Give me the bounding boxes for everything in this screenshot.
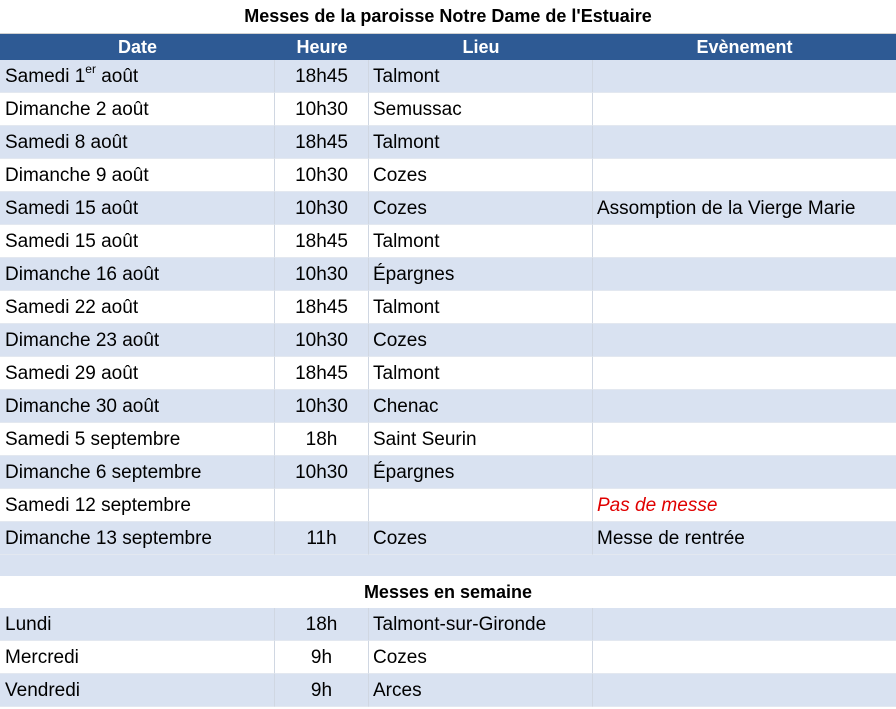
cell-jour[interactable]: Mercredi	[0, 641, 275, 674]
cell-date[interactable]	[0, 60, 275, 93]
cell-lieu[interactable]: Cozes	[369, 159, 593, 192]
table-row	[0, 324, 896, 357]
cell-evenement[interactable]	[593, 674, 896, 707]
table-row	[0, 423, 896, 456]
table-row	[0, 489, 896, 522]
cell-date[interactable]: Dimanche 16 août	[0, 258, 275, 291]
table-row	[0, 357, 896, 390]
cell-evenement[interactable]	[593, 60, 896, 93]
cell-evenement[interactable]: Messe de rentrée	[593, 522, 896, 555]
mass-schedule-rows	[0, 60, 896, 555]
section-spacer	[0, 555, 896, 576]
cell-heure[interactable]: 10h30	[275, 159, 369, 192]
table-row	[0, 159, 896, 192]
cell-lieu[interactable]: Talmont	[369, 225, 593, 258]
weekday-section-title: Messes en semaine	[0, 576, 896, 608]
cell-heure[interactable]: 9h	[275, 641, 369, 674]
cell-date[interactable]: Dimanche 6 septembre	[0, 456, 275, 489]
cell-jour[interactable]: Vendredi	[0, 674, 275, 707]
cell-heure[interactable]: 18h45	[275, 60, 369, 93]
cell-lieu[interactable]: Talmont-sur-Gironde	[369, 608, 593, 641]
cell-date[interactable]: Samedi 12 septembre	[0, 489, 275, 522]
cell-lieu[interactable]: Talmont	[369, 126, 593, 159]
header-heure: Heure	[296, 37, 348, 57]
cell-date[interactable]: Samedi 15 août	[0, 192, 275, 225]
table-row	[0, 674, 896, 707]
cell-heure[interactable]: 10h30	[275, 324, 369, 357]
table-row	[0, 93, 896, 126]
table-row	[0, 456, 896, 489]
cell-lieu[interactable]: Cozes	[369, 192, 593, 225]
table-row	[0, 225, 896, 258]
header-date: Date	[117, 37, 157, 57]
cell-lieu[interactable]: Cozes	[369, 522, 593, 555]
weekday-schedule-rows	[0, 608, 896, 707]
cell-evenement-no-mass[interactable]: Pas de messe	[593, 489, 896, 522]
cell-lieu[interactable]: Épargnes	[369, 258, 593, 291]
cell-heure[interactable]: 11h	[275, 522, 369, 555]
cell-evenement[interactable]	[593, 159, 896, 192]
cell-evenement[interactable]	[593, 258, 896, 291]
table-row	[0, 60, 896, 93]
cell-heure[interactable]: 9h	[275, 674, 369, 707]
header-lieu: Lieu	[462, 37, 500, 57]
cell-evenement[interactable]	[593, 126, 896, 159]
table-row	[0, 641, 896, 674]
cell-lieu[interactable]: Cozes	[369, 324, 593, 357]
cell-lieu[interactable]	[369, 489, 593, 522]
cell-heure[interactable]	[275, 489, 369, 522]
header-evenement: Evènement	[696, 37, 793, 57]
table-row	[0, 608, 896, 641]
cell-heure[interactable]: 10h30	[275, 258, 369, 291]
header-row	[0, 34, 896, 60]
cell-date[interactable]: Dimanche 30 août	[0, 390, 275, 423]
cell-evenement[interactable]	[593, 93, 896, 126]
cell-date[interactable]: Samedi 8 août	[0, 126, 275, 159]
cell-heure[interactable]: 18h	[275, 608, 369, 641]
cell-lieu[interactable]: Talmont	[369, 60, 593, 93]
cell-heure[interactable]: 18h45	[275, 357, 369, 390]
table-row	[0, 258, 896, 291]
cell-heure[interactable]: 10h30	[275, 456, 369, 489]
cell-date[interactable]: Samedi 15 août	[0, 225, 275, 258]
cell-date[interactable]: Samedi 22 août	[0, 291, 275, 324]
cell-evenement[interactable]	[593, 357, 896, 390]
cell-heure[interactable]: 18h45	[275, 225, 369, 258]
cell-evenement[interactable]	[593, 291, 896, 324]
date-month: août	[95, 66, 139, 87]
table-row	[0, 126, 896, 159]
cell-lieu[interactable]: Semussac	[369, 93, 593, 126]
cell-lieu[interactable]: Talmont	[369, 357, 593, 390]
cell-lieu[interactable]: Épargnes	[369, 456, 593, 489]
cell-heure[interactable]: 18h	[275, 423, 369, 456]
date-text: Samedi 1	[5, 66, 86, 87]
cell-lieu[interactable]: Saint Seurin	[369, 423, 593, 456]
cell-date[interactable]: Dimanche 2 août	[0, 93, 275, 126]
cell-evenement[interactable]	[593, 423, 896, 456]
cell-evenement[interactable]	[593, 641, 896, 674]
sheet-title: Messes de la paroisse Notre Dame de l'Estuaire	[0, 0, 896, 34]
table-row	[0, 291, 896, 324]
cell-date[interactable]: Dimanche 23 août	[0, 324, 275, 357]
cell-heure[interactable]: 10h30	[275, 390, 369, 423]
cell-date[interactable]: Dimanche 9 août	[0, 159, 275, 192]
cell-date[interactable]: Dimanche 13 septembre	[0, 522, 275, 555]
cell-jour[interactable]: Lundi	[0, 608, 275, 641]
table-row	[0, 522, 896, 555]
cell-heure[interactable]: 10h30	[275, 93, 369, 126]
cell-lieu[interactable]: Arces	[369, 674, 593, 707]
cell-date[interactable]: Samedi 29 août	[0, 357, 275, 390]
cell-heure[interactable]: 18h45	[275, 126, 369, 159]
cell-evenement[interactable]	[593, 390, 896, 423]
cell-lieu[interactable]: Talmont	[369, 291, 593, 324]
ordinal-suffix: er	[85, 62, 96, 76]
cell-lieu[interactable]: Chenac	[369, 390, 593, 423]
cell-evenement[interactable]	[593, 456, 896, 489]
cell-heure[interactable]: 10h30	[275, 192, 369, 225]
cell-lieu[interactable]: Cozes	[369, 641, 593, 674]
cell-evenement[interactable]: Assomption de la Vierge Marie	[593, 192, 896, 225]
cell-heure[interactable]: 18h45	[275, 291, 369, 324]
table-row	[0, 390, 896, 423]
cell-evenement[interactable]	[593, 608, 896, 641]
table-row	[0, 192, 896, 225]
cell-date[interactable]: Samedi 5 septembre	[0, 423, 275, 456]
cell-evenement[interactable]	[593, 324, 896, 357]
cell-evenement[interactable]	[593, 225, 896, 258]
